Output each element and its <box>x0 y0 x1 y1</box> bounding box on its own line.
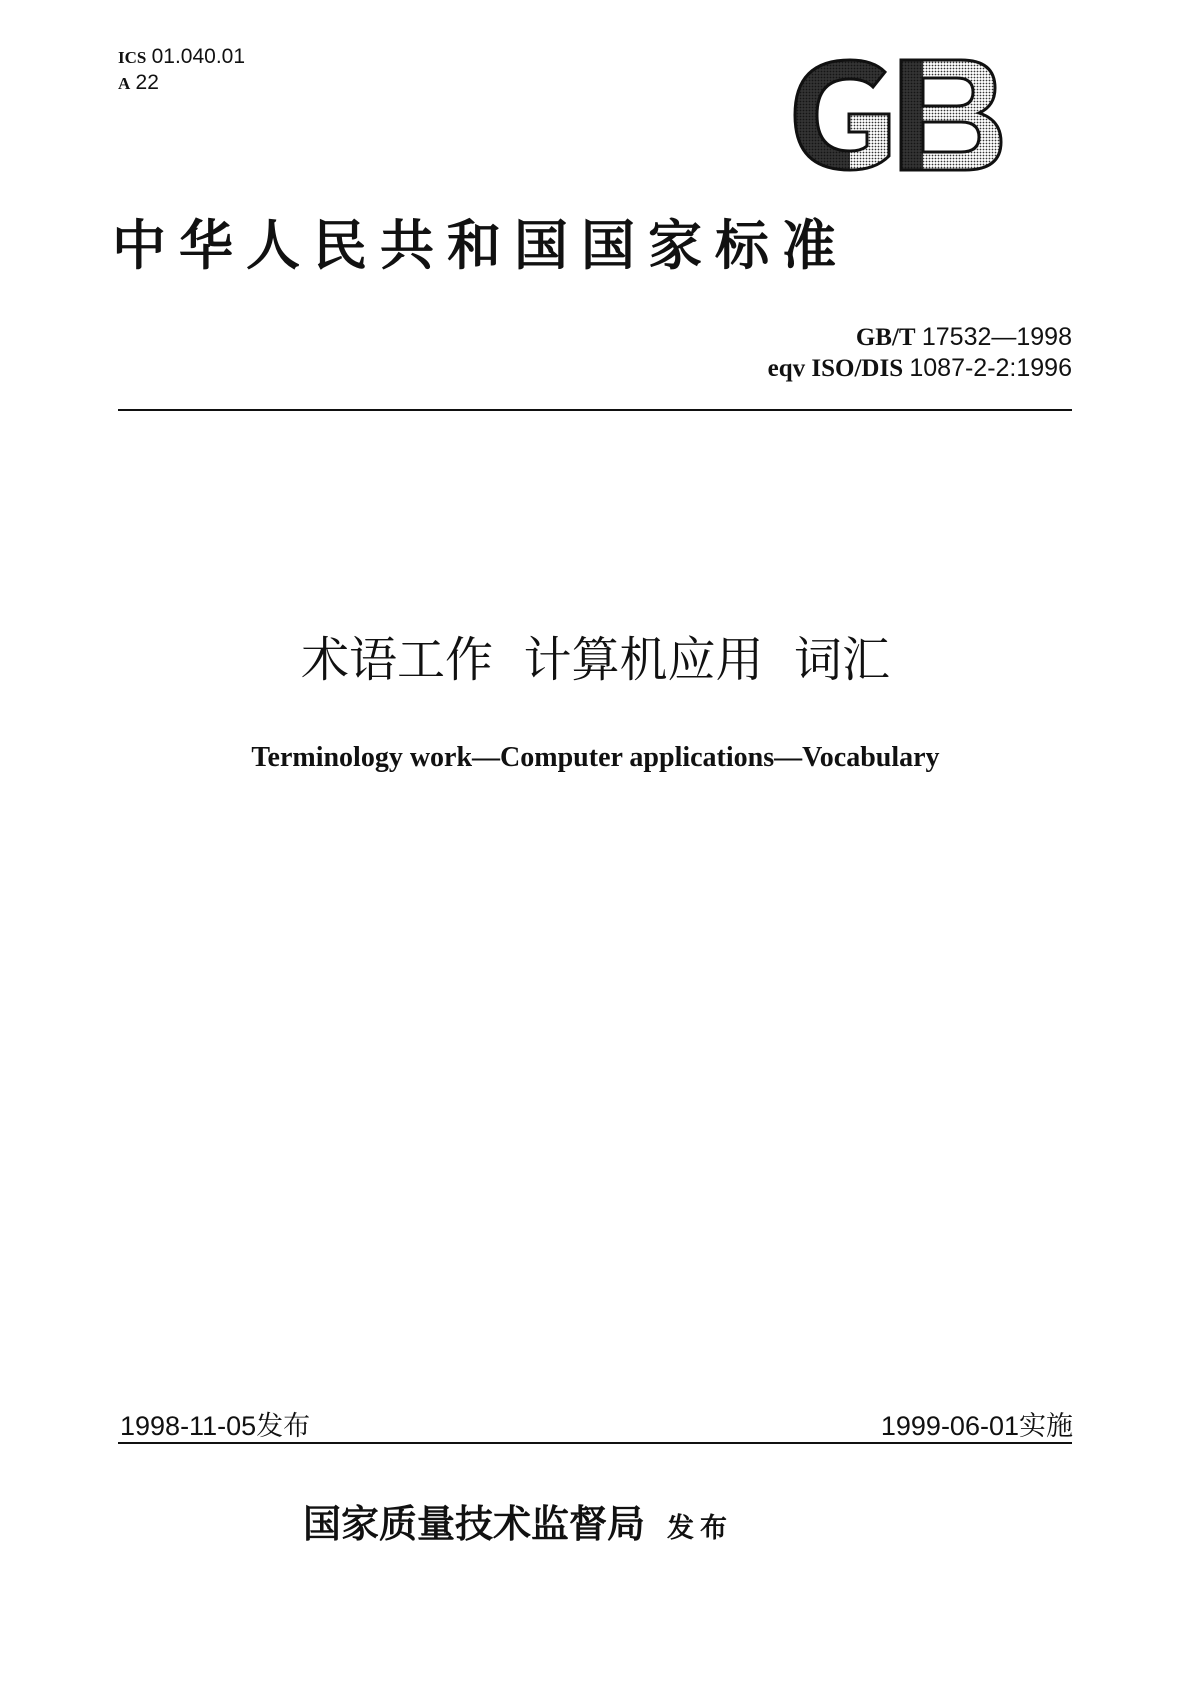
header-divider <box>118 409 1072 411</box>
document-title-zh: 术语工作 计算机应用 词汇 <box>300 632 891 688</box>
classification-codes <box>118 44 245 96</box>
equivalence-line <box>768 353 1072 384</box>
effective-date: 1999-06-01实施 <box>880 1411 1073 1441</box>
ics-value: 01.040.01 <box>151 45 246 68</box>
national-standard-title: 中华人民共和国国家标准 <box>112 213 849 277</box>
equivalence-number: 1087-2-2:1996 <box>909 354 1072 382</box>
ics-label: ICS <box>118 48 147 67</box>
ccs-label: A <box>118 74 131 93</box>
standard-code-block <box>768 322 1072 384</box>
ccs-line <box>118 70 245 96</box>
issuing-authority <box>303 1493 733 1548</box>
ccs-value: 22 <box>135 71 159 94</box>
standard-number-line <box>768 322 1072 353</box>
issuer-name: 国家质量技术监督局 <box>303 1501 646 1546</box>
equivalence-prefix: eqv ISO/DIS <box>767 355 904 382</box>
gb-logo <box>793 58 1005 172</box>
ics-line <box>118 44 245 70</box>
footer-divider <box>118 1442 1072 1444</box>
standard-number: 17532—1998 <box>921 323 1072 351</box>
standard-prefix: GB/T <box>855 324 916 351</box>
document-title-en: Terminology work—Computer applications—Vocabulary <box>251 742 940 773</box>
issue-date: 1998-11-05发布 <box>120 1411 311 1441</box>
issuer-action: 发布 <box>667 1513 734 1544</box>
